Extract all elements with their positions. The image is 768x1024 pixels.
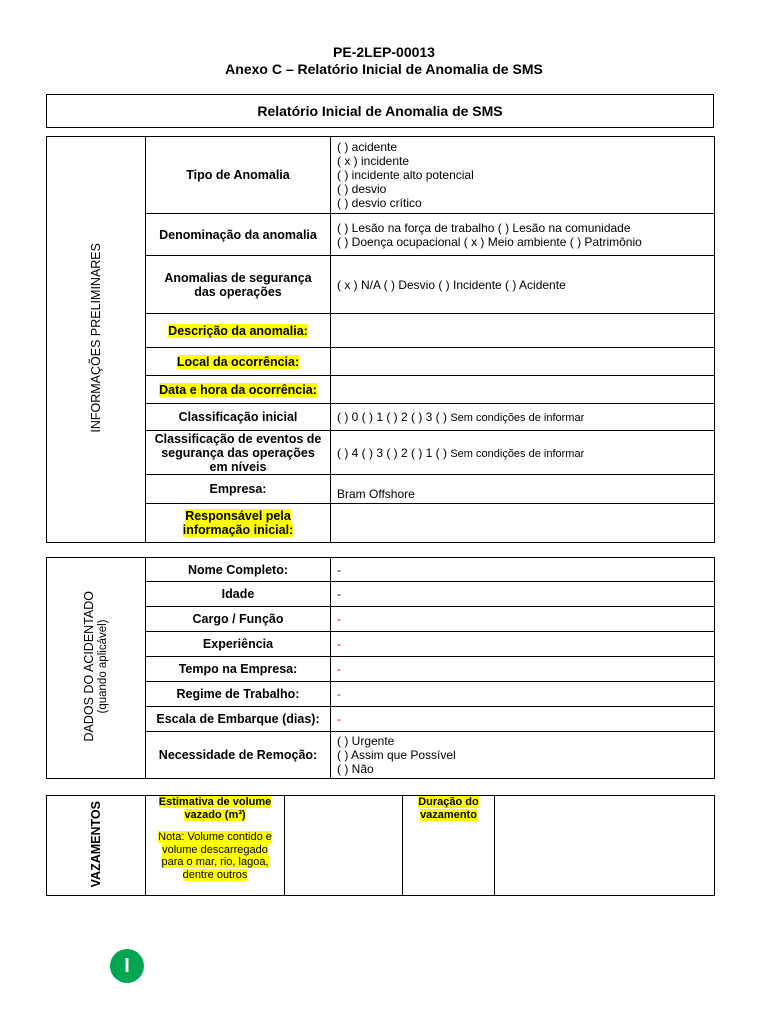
accident-row-label: Idade [146, 582, 331, 607]
accident-row-label: Experiência [146, 632, 331, 657]
document-code: PE-2LEP-00013 [333, 44, 435, 60]
accident-row-label: Escala de Embarque (dias): [146, 707, 331, 732]
accident-row-value[interactable]: - [331, 558, 715, 582]
descricao-label-cell [146, 314, 331, 348]
duracao-label-cell [403, 796, 495, 896]
denominacao-label: Denominação da anomalia [146, 214, 331, 256]
tipo-label: Tipo de Anomalia [146, 137, 331, 214]
remocao-label: Necessidade de Remoção: [146, 732, 331, 779]
responsavel-field[interactable] [331, 504, 715, 543]
volume-label-cell [146, 796, 285, 896]
niveis-label: Classificação de eventos de segurança das operações em níveis [146, 431, 331, 475]
document-subtitle: Anexo C – Relatório Inicial de Anomalia de SMS [225, 61, 543, 77]
vazamentos-section-label: VAZAMENTOS [89, 800, 103, 888]
accident-section-label [82, 591, 110, 741]
responsavel-label: Responsável pela informação inicial: [182, 509, 294, 537]
niveis-checks[interactable]: ( ) 4 ( ) 3 ( ) 2 ( ) 1 ( ) [337, 445, 447, 460]
accident-row-label: Regime de Trabalho: [146, 682, 331, 707]
accident-row-value[interactable]: - [331, 582, 715, 607]
tipo-option[interactable]: ( ) acidente [337, 140, 398, 154]
accident-section-cell [47, 558, 146, 779]
remocao-options[interactable] [331, 732, 715, 779]
data-label: Data e hora da ocorrência: [159, 382, 317, 397]
classificacao-checks[interactable]: ( ) 0 ( ) 1 ( ) 2 ( ) 3 ( ) [337, 410, 447, 424]
remocao-option[interactable]: ( ) Não [337, 762, 374, 776]
data-field[interactable] [331, 376, 715, 404]
volume-note: Nota: Volume contido e volume descarregado para o mar, rio, lagoa, dentre outros [158, 831, 272, 881]
accident-row-label: Tempo na Empresa: [146, 657, 331, 682]
accident-row-value[interactable]: - [331, 607, 715, 632]
volume-label: Estimativa de volume vazado (m³) [158, 796, 272, 821]
vazamentos-table [46, 795, 715, 896]
responsavel-label-cell [146, 504, 331, 543]
classificacao-note: Sem condições de informar [450, 412, 585, 424]
descricao-label: Descrição da anomalia: [168, 323, 308, 338]
volume-field[interactable] [285, 796, 403, 896]
classificacao-label: Classificação inicial [146, 404, 331, 431]
tipo-option[interactable]: ( ) desvio [337, 182, 387, 196]
logo-icon: I [110, 949, 144, 983]
report-title: Relatório Inicial de Anomalia de SMS [46, 94, 714, 128]
accident-row-label: Cargo / Função [146, 607, 331, 632]
accident-row-value[interactable]: - [331, 657, 715, 682]
empresa-label: Empresa: [146, 475, 331, 504]
preliminary-section-label: INFORMAÇÕES PRELIMINARES [89, 243, 103, 433]
accident-row-value[interactable]: - [331, 707, 715, 732]
empresa-value[interactable]: Bram Offshore [331, 475, 715, 504]
remocao-option[interactable]: ( ) Urgente [337, 734, 395, 748]
local-field[interactable] [331, 348, 715, 376]
accident-section-title: DADOS DO ACIDENTADO [82, 591, 96, 742]
tipo-options[interactable] [331, 137, 715, 214]
seguranca-options[interactable]: ( x ) N/A ( ) Desvio ( ) Incidente ( ) Acidente [331, 256, 715, 314]
descricao-field[interactable] [331, 314, 715, 348]
duracao-field[interactable] [495, 796, 715, 896]
vazamentos-section-cell [47, 796, 146, 896]
accident-section-sublabel: (quando aplicável) [97, 619, 109, 714]
denominacao-line[interactable]: ( ) Lesão na força de trabalho ( ) Lesão na comunidade [337, 220, 631, 235]
accident-row-value[interactable]: - [331, 632, 715, 657]
data-label-cell [146, 376, 331, 404]
remocao-option[interactable]: ( ) Assim que Possível [337, 748, 456, 762]
niveis-note: Sem condições de informar [450, 447, 585, 460]
duracao-label: Duração do vazamento [418, 796, 479, 821]
niveis-options[interactable] [331, 431, 715, 475]
seguranca-label: Anomalias de segurança das operações [146, 256, 331, 314]
local-label-cell [146, 348, 331, 376]
section-label-cell [47, 137, 146, 543]
local-label: Local da ocorrência: [176, 354, 300, 369]
tipo-option[interactable]: ( ) desvio crítico [337, 196, 422, 210]
tipo-option[interactable]: ( ) incidente alto potencial [337, 168, 474, 182]
denominacao-options[interactable] [331, 214, 715, 256]
preliminary-info-table [46, 136, 715, 543]
accident-data-table [46, 557, 715, 779]
classificacao-options[interactable] [331, 404, 715, 431]
denominacao-line[interactable]: ( ) Doença ocupacional ( x ) Meio ambiente ( ) Patrimônio [337, 234, 642, 249]
accident-row-value[interactable]: - [331, 682, 715, 707]
accident-row-label: Nome Completo: [146, 558, 331, 582]
tipo-option[interactable]: ( x ) incidente [337, 154, 410, 168]
